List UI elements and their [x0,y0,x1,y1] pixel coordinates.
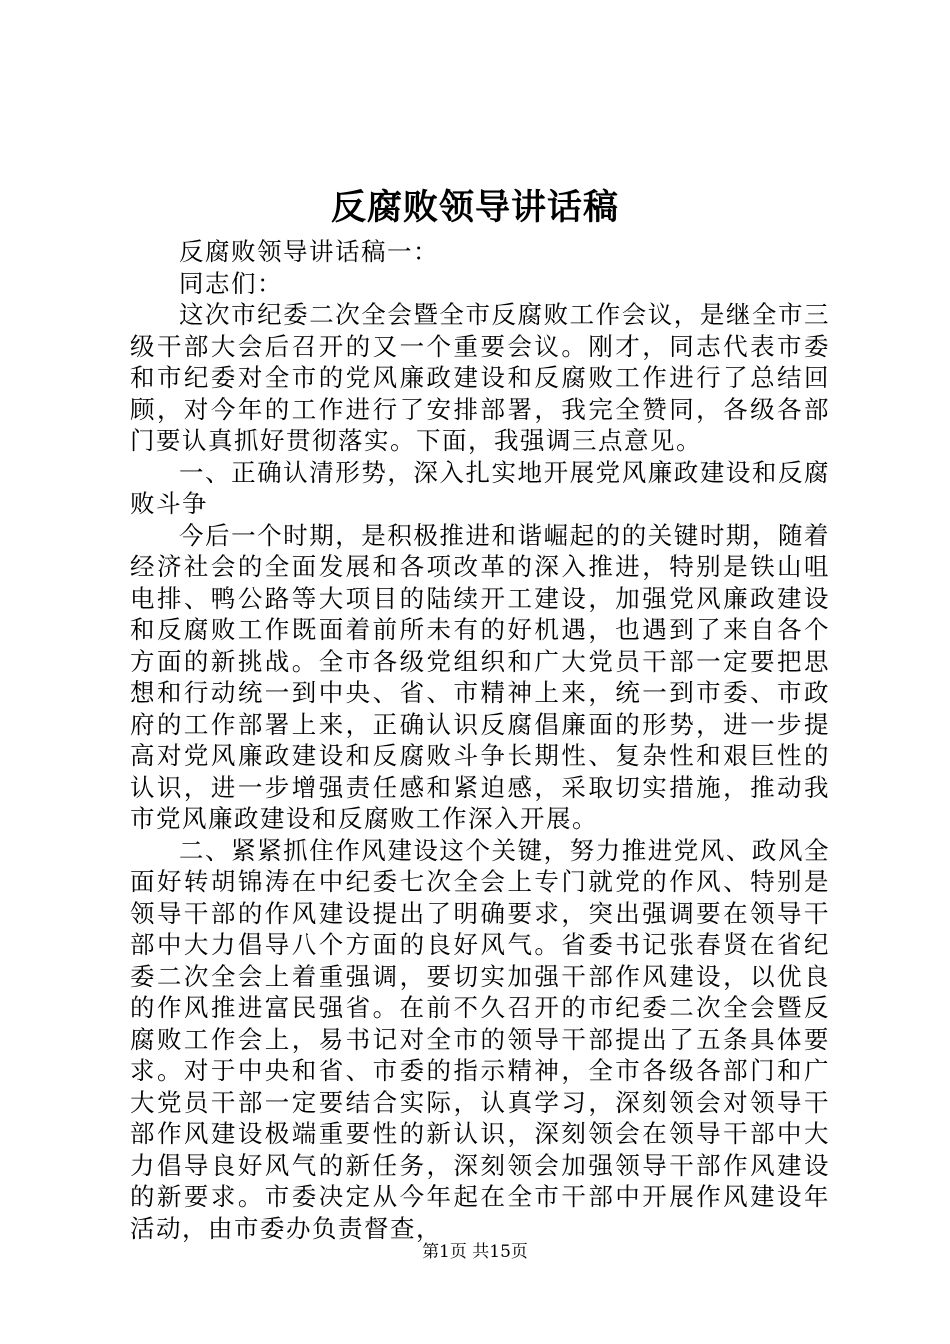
paragraph-salutation: 同志们： [179,268,283,298]
paragraph-heading-label: 反腐败领导讲话稿一： [179,237,439,266]
page-number-footer: 第1页 共15页 [422,1242,528,1262]
document-title: 反腐败领导讲话稿 [330,187,619,228]
paragraph-section-one-body: 今后一个时期，是积极推进和谐崛起的的关键时期，随着经济社会的全面发展和各项改革的深入推进，特别是铁山咀电排、鸭公路等大项目的陆续开工建设，加强党风廉政建设和反腐败工作既面着前所未有的好机遇，也遇到了来自各个方面的新挑战。全市各级党组织和广大党员干部一定要把思想和行动统一到中央、省、市精神上来，统一到市委、市政府的工作部署上来，正确认识反腐倡廉面的形势，进一步提高对党风廉政建设和反腐败斗争长期性、复杂性和艰巨性的认识，进一步增强责任感和紧迫感，采取切实措施，推动我市党风廉政建设和反腐败工作深入开展。 [130,520,830,833]
document-body [130,236,830,1244]
paragraph-intro: 这次市纪委二次全会暨全市反腐败工作会议，是继全市三级干部大会后召开的又一个重要会议。刚才，同志代表市委和市纪委对全市的党风廉政建设和反腐败工作进行了总结回顾，对今年的工作进行了安排部署，我完全赞同，各级各部门要认真抓好贯彻落实。下面，我强调三点意见。 [130,300,830,455]
paragraph-section-two: 二、紧紧抓住作风建设这个关键，努力推进党风、政风全面好转胡锦涛在中纪委七次全会上专门就党的作风、特别是领导干部的作风建设提出了明确要求，突出强调要在领导干部中大力倡导八个方面的良好风气。省委书记张春贤在省纪委二次全会上着重强调，要切实加强干部作风建设，以优良的作风推进富民强省。在前不久召开的市纪委二次全会暨反腐败工作会上，易书记对全市的领导干部提出了五条具体要求。对于中央和省、市委的指示精神，全市各级各部门和广大党员干部一定要结合实际，认真学习，深刻领会对领导干部作风建设极端重要性的新认识，深刻领会在领导干部中大力倡导良好风气的新任务，深刻领会加强领导干部作风建设的新要求。市委决定从今年起在全市干部中开展作风建设年活动，由市委办负责督查， [130,835,830,1243]
paragraph-section-one-heading: 一、正确认清形势，深入扎实地开展党风廉政建设和反腐败斗争 [130,457,830,518]
